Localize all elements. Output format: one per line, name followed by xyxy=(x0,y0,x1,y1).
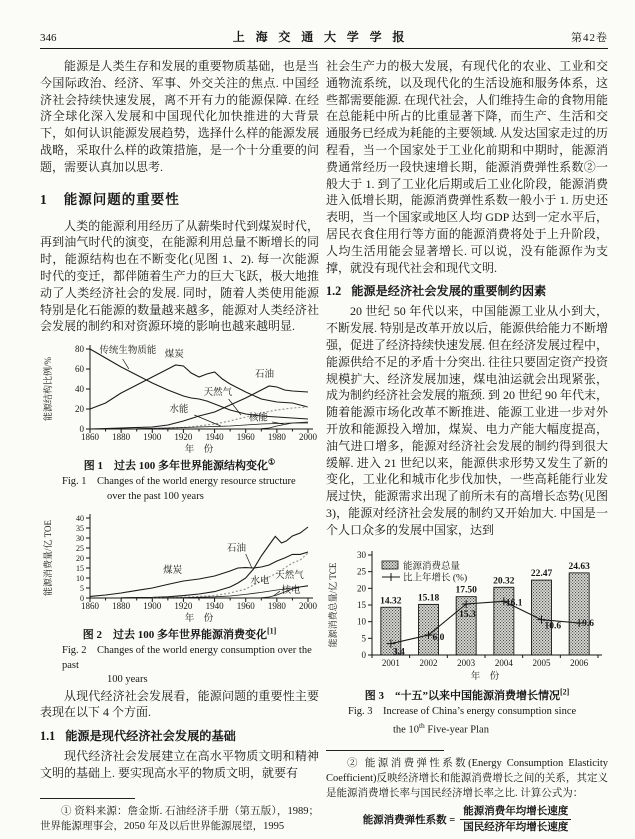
svg-text:1860: 1860 xyxy=(81,432,99,443)
svg-text:15: 15 xyxy=(357,599,366,610)
svg-text:2006: 2006 xyxy=(570,657,589,668)
svg-text:60: 60 xyxy=(75,364,84,375)
svg-text:9.6: 9.6 xyxy=(582,618,595,629)
svg-text:2002: 2002 xyxy=(419,657,438,668)
page-number: 346 xyxy=(40,32,57,44)
left-column xyxy=(40,58,319,834)
elasticity-formula xyxy=(326,805,608,834)
svg-text:1860: 1860 xyxy=(81,601,99,612)
section-1-1-title: 能源是现代经济社会发展的基础 xyxy=(65,729,236,744)
svg-text:15: 15 xyxy=(76,564,84,574)
svg-text:15.18: 15.18 xyxy=(417,592,440,603)
svg-text:1960: 1960 xyxy=(236,432,255,443)
svg-text:2001: 2001 xyxy=(381,657,400,668)
svg-text:3.4: 3.4 xyxy=(392,647,405,658)
figure-3-caption-en-line2 xyxy=(393,719,608,738)
figure-3-caption-en-ordinal: th xyxy=(418,721,425,731)
svg-text:40: 40 xyxy=(76,514,84,524)
svg-text:1940: 1940 xyxy=(205,432,224,443)
svg-text:能源消费量/亿 TOE: 能源消费量/亿 TOE xyxy=(43,520,53,597)
svg-text:2000: 2000 xyxy=(299,432,317,443)
svg-text:17.50: 17.50 xyxy=(455,585,477,596)
svg-text:能源消费总量/亿 TCE: 能源消费总量/亿 TCE xyxy=(328,562,338,647)
svg-text:石油: 石油 xyxy=(255,370,275,381)
section-1-2-number: 1.2 xyxy=(326,284,342,299)
svg-text:石油: 石油 xyxy=(227,544,247,555)
svg-text:水能: 水能 xyxy=(169,405,189,416)
svg-text:核电: 核电 xyxy=(281,586,301,597)
svg-text:1900: 1900 xyxy=(143,601,162,612)
svg-text:2005: 2005 xyxy=(532,657,551,668)
svg-text:30: 30 xyxy=(357,549,366,560)
header-rule xyxy=(40,48,608,49)
figure-3-caption-zh-text: 图 3 “十五”以来中国能源消费增长情况 xyxy=(364,689,560,702)
svg-text:20: 20 xyxy=(76,554,84,564)
page-header xyxy=(40,28,608,45)
section-1-2-title: 能源是经济社会发展的重要制约因素 xyxy=(351,284,547,299)
svg-text:20: 20 xyxy=(357,582,366,593)
journal-title: 上海交通大学学报 xyxy=(232,30,416,44)
svg-text:1880: 1880 xyxy=(112,601,131,612)
figure-1-caption-en-line1: Fig. 1 Changes of the world energy resource structure xyxy=(62,476,296,488)
figure-1-line-chart xyxy=(40,343,318,455)
svg-text:15.3: 15.3 xyxy=(459,609,476,620)
svg-text:25: 25 xyxy=(76,544,84,554)
svg-text:6.0: 6.0 xyxy=(432,632,445,643)
svg-text:0: 0 xyxy=(80,594,84,604)
section-1-number: 1 xyxy=(40,191,48,207)
svg-text:1900: 1900 xyxy=(143,432,162,443)
importance-paragraph: 从现代经济社会发展看，能源问题的重要性主要表现在以下 4 个方面. xyxy=(40,688,319,720)
svg-text:年 份: 年 份 xyxy=(184,614,214,625)
svg-text:5: 5 xyxy=(80,584,84,594)
svg-text:1980: 1980 xyxy=(267,601,286,612)
figure-2-caption-en xyxy=(62,644,319,688)
formula-denominator: 国民经济年均增长速度 xyxy=(463,822,569,834)
energy-history-paragraph: 人类的能源利用经历了从薪柴时代到煤炭时代，再到油气时代的演变，在能源利用总量不断增长的同时，能源结构也在不断变化(见图 1、2). 每一次能源时代的变迁，都伴随着生产力的巨大飞跃，极大地推动了人类经济社会的发展. 同时，随着人类使用能源特别是化石能源的数量越来越多，能源对人类经济社会发展的制约和对资源环境的影响也越来越明显. xyxy=(40,218,319,334)
formula-fraction xyxy=(460,805,571,834)
svg-text:10: 10 xyxy=(357,616,366,627)
figure-1-ref-mark: ① xyxy=(268,457,276,467)
svg-text:比上年增长 (%): 比上年增长 (%) xyxy=(403,573,468,584)
svg-text:5: 5 xyxy=(361,632,366,643)
svg-text:25: 25 xyxy=(357,566,366,577)
svg-text:核能: 核能 xyxy=(248,413,268,424)
svg-text:2000: 2000 xyxy=(299,601,317,612)
svg-text:天然气: 天然气 xyxy=(203,388,233,399)
figure-3-caption-en-line2-post: Five-year Plan xyxy=(424,724,489,736)
svg-text:24.63: 24.63 xyxy=(568,561,590,572)
svg-text:1980: 1980 xyxy=(267,432,286,443)
section-1-1-number: 1.1 xyxy=(40,729,56,744)
figure-2-caption-en-line2: 100 years xyxy=(107,674,148,686)
section-1-heading xyxy=(40,188,319,208)
svg-text:14.32: 14.32 xyxy=(380,595,402,606)
constraint-paragraph: 20 世纪 50 年代以来，中国能源工业从小到大，不断发展. 特别是改革开放以后，能源供给能力不断增强，促进了经济持续快速发展. 但在经济发展过程中，能源供给不足的矛盾十分突出. 往往只要固定资产投资规模扩大、经济发展加速，煤电油运就会出现紧张，成为制约经济社会发展的瓶颈. 到 20 世纪 90 年代末，随着能源市场化改革不断推进、能源工业进一步对外开放和能源投入增加，煤炭、电力产能大幅度提高，油气进口增多，能源对经济社会发展的制约得到很大缓解. 进入 21 世纪以来，能源供求形势又发生了新的变化，工业化和城市化步伐加快，一些高耗能行业发展过快，能源需求出现了前所未有的高增长态势(见图 3)，能源对经济社会发展的制约又开始加大. 中国是一个人口众多的发展中国家，达到 xyxy=(326,304,609,537)
svg-text:16.1: 16.1 xyxy=(505,597,523,608)
figure-2-line-chart xyxy=(40,512,318,624)
svg-text:30: 30 xyxy=(76,534,84,544)
figure-1-caption-en-line2: over the past 100 years xyxy=(107,490,204,502)
svg-text:天然气: 天然气 xyxy=(275,571,304,582)
figure-2-ref-mark: [1] xyxy=(266,626,277,636)
svg-text:煤炭: 煤炭 xyxy=(164,350,184,361)
svg-text:10.6: 10.6 xyxy=(544,621,562,632)
svg-text:1920: 1920 xyxy=(174,601,193,612)
figure-3-caption-en xyxy=(348,705,608,739)
figure-3-bar-chart xyxy=(326,547,608,685)
svg-text:20: 20 xyxy=(75,404,84,415)
svg-text:2003: 2003 xyxy=(457,657,476,668)
figure-2-caption-zh xyxy=(40,626,319,642)
volume-label: 第42卷 xyxy=(571,32,608,44)
footnote-1: ① 资料来源：詹金斯. 石油经济手册（第五版），1989；世界能源理事会，2050 年及以后世界能源展望，1995 xyxy=(40,805,319,832)
svg-text:能源结构比例/%: 能源结构比例/% xyxy=(43,357,53,422)
section-1-2-heading xyxy=(326,282,608,299)
svg-text:能源消费总量: 能源消费总量 xyxy=(403,561,461,572)
svg-text:2004: 2004 xyxy=(494,657,513,668)
figure-3-caption-zh xyxy=(326,687,608,703)
svg-text:35: 35 xyxy=(76,524,84,534)
svg-text:20.32: 20.32 xyxy=(493,575,515,586)
svg-text:年 份: 年 份 xyxy=(184,445,214,456)
svg-text:40: 40 xyxy=(75,384,84,395)
svg-text:0: 0 xyxy=(79,424,84,435)
footnote-rule-left xyxy=(40,798,135,799)
continuation-paragraph: 社会生产力的极大发展，有现代化的农业、工业和交通物流系统，以及现代化的生活设施和服务体系，这些都需要能源. 在现代社会，人们维持生命的食物用能在总能耗中所占的比重显著下降，而生产、生活和交通服务已经成为耗能的主要领域. 从发达国家走过的历程看，当一个国家处于工业化前期和中期时，能源消费通常经历一段快速增长期，能源消费弹性系数②一般大于 1. 到了工业化后期或后工业化阶段，能源消费进入低增长期，能源消费弹性系数一般小于 1. 历史还表明，当一个国家或地区人均 GDP 达到一定水平后，居民衣食住用行等方面的能源消费将处于上升阶段，人均生活用能会显著增长. 可以说，没有能源作为支撑，就没有现代社会和现代文明. xyxy=(326,59,609,275)
footnote-2: ② 能源消费弹性系数(Energy Consumption Elasticity Coefficient)反映经济增长和能源消费增长之间的关系，其定义是能源消费增长率与国民经济增长率之比. 计算公式为： xyxy=(326,758,608,800)
svg-text:1880: 1880 xyxy=(112,432,131,443)
right-column xyxy=(326,58,608,834)
figure-1-caption-zh xyxy=(40,457,319,473)
svg-text:1940: 1940 xyxy=(205,601,224,612)
section-1-title: 能源问题的重要性 xyxy=(63,191,180,207)
section-1-1-heading xyxy=(40,727,319,744)
figure-2-caption-en-line1: Fig. 2 Changes of the world energy consumption over the past xyxy=(62,645,312,671)
figure-2-caption-zh-text: 图 2 过去 100 多年世界能源消费变化 xyxy=(82,629,267,642)
svg-text:年 份: 年 份 xyxy=(470,671,500,682)
footnote-rule-right xyxy=(326,750,444,751)
svg-text:传统生物质能: 传统生物质能 xyxy=(99,346,157,357)
svg-text:水电: 水电 xyxy=(250,576,270,587)
svg-text:1920: 1920 xyxy=(174,432,193,443)
svg-text:80: 80 xyxy=(75,344,84,355)
intro-paragraph: 能源是人类生存和发展的重要物质基础，也是当今国际政治、经济、军事、外交关注的焦点. 中国经济社会持续快速发展，离不开有力的能源保障. 在经济全球化深入发展和中国现代化加快推进的大背景下，如何认识能源发展趋势，选择什么样的能源发展战略，采取什么样的政策措施，是一个十分重要的问题，需要认真加以思考. xyxy=(40,59,319,174)
svg-text:1960: 1960 xyxy=(236,601,255,612)
svg-text:10: 10 xyxy=(76,574,84,584)
svg-text:22.47: 22.47 xyxy=(530,568,553,579)
figure-3-ref-mark: [2] xyxy=(559,686,570,696)
formula-numerator: 能源消费年均增长速度 xyxy=(460,805,571,820)
formula-lhs: 能源消费弹性系数 = xyxy=(362,815,456,827)
figure-3-caption-en-line1: Fig. 3 Increase of China’s energy consumption since xyxy=(348,705,577,717)
svg-text:煤炭: 煤炭 xyxy=(163,566,183,577)
figure-3-caption-en-line2-pre: the 10 xyxy=(393,724,419,736)
svg-text:0: 0 xyxy=(361,649,366,660)
foundation-paragraph: 现代经济社会发展建立在高水平物质文明和精神文明的基础上. 要实现高水平的物质文明，就要有 xyxy=(40,749,319,781)
figure-1-caption-en xyxy=(62,475,319,504)
figure-1-caption-zh-text: 图 1 过去 100 多年世界能源结构变化 xyxy=(83,460,269,473)
